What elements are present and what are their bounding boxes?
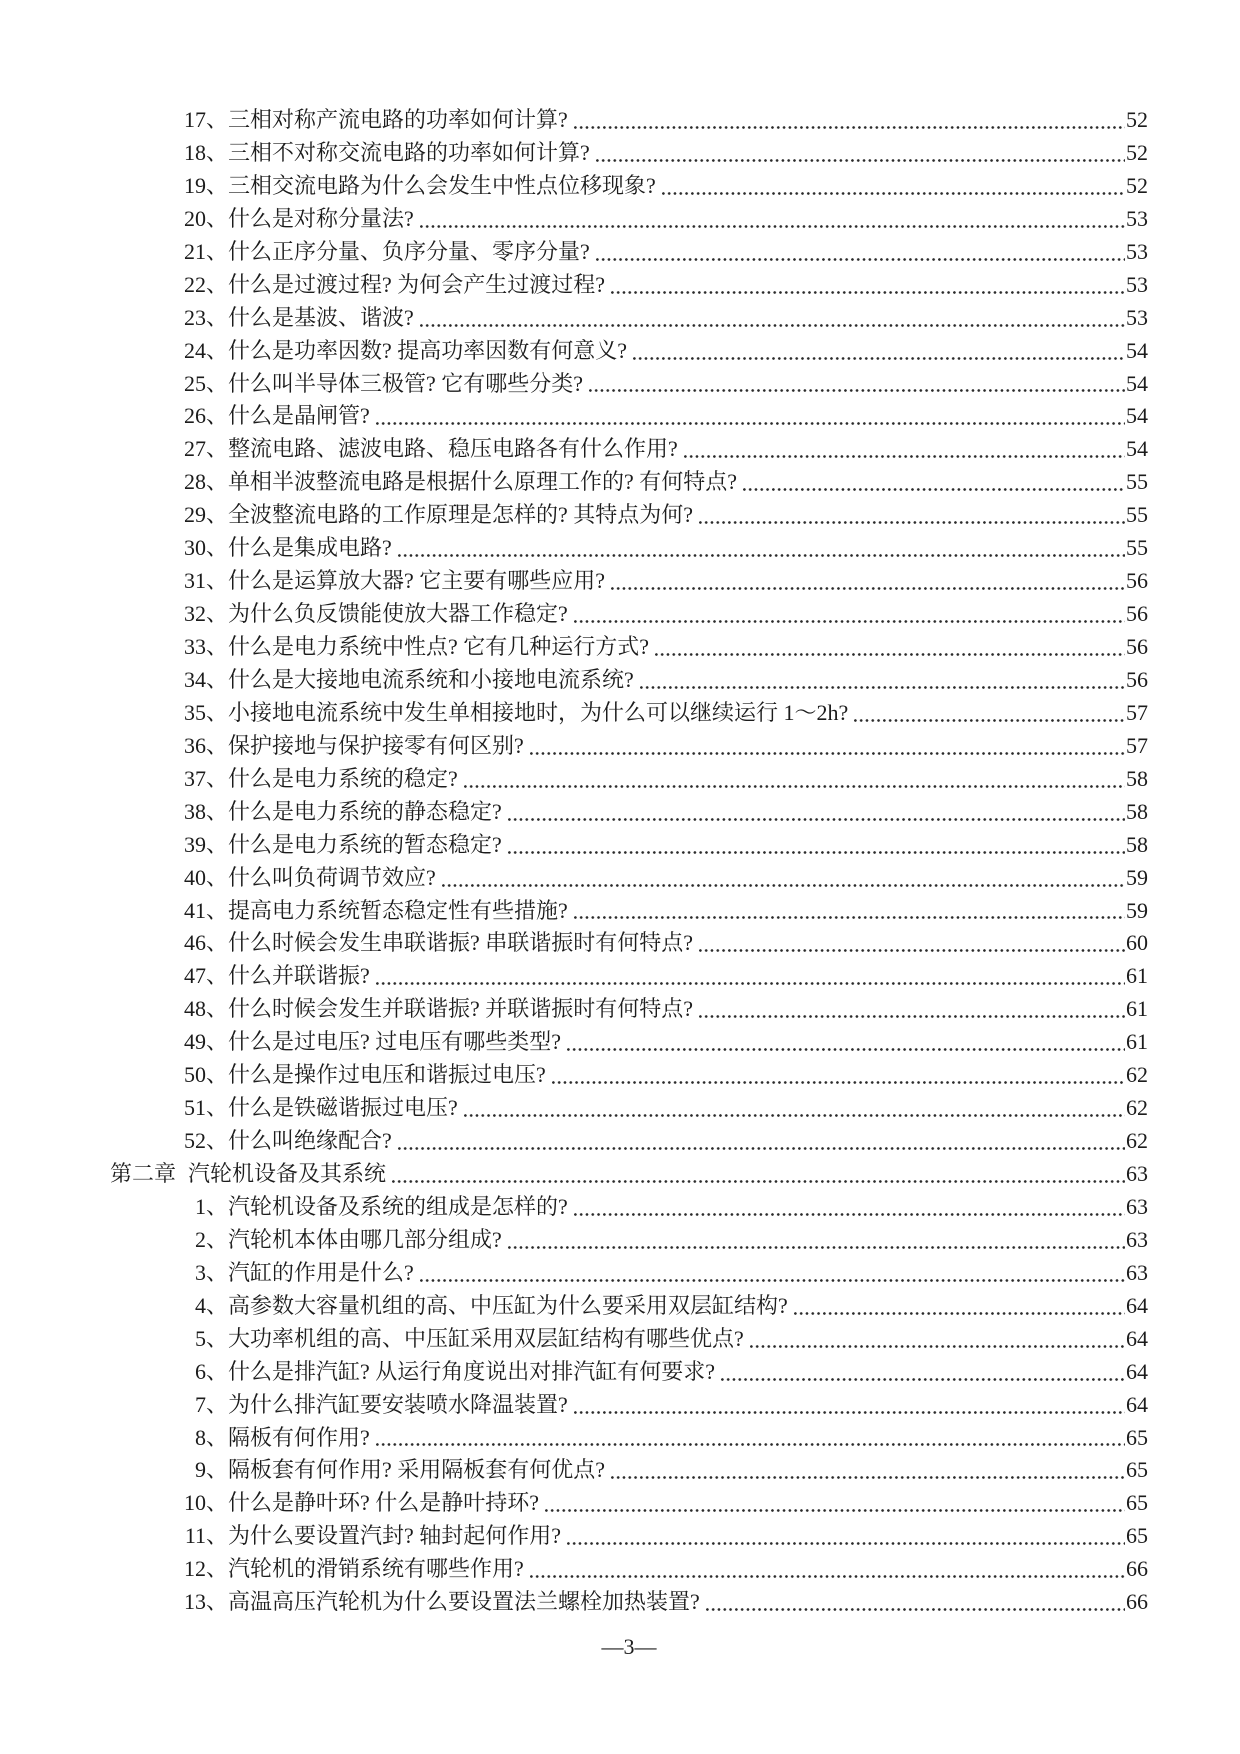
- toc-entry-title: 汽缸的作用是什么?: [228, 1259, 414, 1285]
- toc-entry-title: 汽轮机本体由哪几部分组成?: [228, 1226, 502, 1252]
- toc-entry-title: 三相对称产流电路的功率如何计算?: [228, 107, 568, 132]
- toc-entry-title: 什么叫负荷调节效应?: [228, 864, 436, 890]
- toc-entry-number: 41、: [183, 897, 228, 923]
- toc-entry-title: 什么是过渡过程? 为何会产生过渡过程?: [228, 271, 606, 297]
- toc-entry-number: 39、: [183, 831, 228, 857]
- toc-entry-number: 38、: [183, 798, 228, 824]
- toc-entry: [110, 598, 1148, 631]
- toc-entry: [110, 1487, 1148, 1520]
- toc-entry-number: 34、: [183, 666, 228, 692]
- toc-entry-page: 59: [1126, 864, 1148, 890]
- toc-entry-page: 62: [1126, 1062, 1148, 1088]
- toc-entry-title: 高温高压汽轮机为什么要设置法兰螺栓加热装置?: [228, 1589, 700, 1615]
- dot-leader: [376, 960, 1125, 993]
- toc-entry: [110, 565, 1148, 598]
- dot-leader: [574, 1191, 1125, 1224]
- toc-entry-title: 什么是电力系统的稳定?: [228, 765, 458, 791]
- dot-leader: [376, 400, 1125, 433]
- dot-leader: [552, 1059, 1125, 1092]
- toc-entry-number: 12、: [183, 1556, 228, 1582]
- toc-entry: [110, 1422, 1148, 1455]
- toc-entry: [110, 368, 1148, 401]
- toc-entry: [110, 1191, 1148, 1224]
- toc-entry: [110, 697, 1148, 730]
- toc-entry: [110, 1224, 1148, 1257]
- toc-entry: [110, 960, 1148, 993]
- toc-entry-page: 58: [1126, 798, 1148, 824]
- dot-leader: [567, 1520, 1125, 1553]
- toc-entry-page: 56: [1126, 666, 1148, 692]
- toc-entry-number: 31、: [183, 568, 228, 594]
- dot-leader: [699, 993, 1125, 1026]
- dot-leader: [743, 466, 1125, 499]
- toc-entry: [110, 829, 1148, 862]
- toc-entry-page: 54: [1126, 403, 1148, 429]
- toc-entry-page: 64: [1126, 1292, 1148, 1318]
- toc-entry-number: 25、: [183, 370, 228, 396]
- toc-entry-number: 24、: [183, 337, 228, 363]
- toc-entry-page: 65: [1126, 1523, 1148, 1549]
- toc-entry-number: 6、: [194, 1358, 228, 1384]
- dot-leader: [508, 1224, 1125, 1257]
- toc-entry-page: 64: [1126, 1358, 1148, 1384]
- toc-entry-number: 47、: [183, 963, 228, 989]
- toc-entry: [110, 1257, 1148, 1290]
- dot-leader: [662, 170, 1125, 203]
- toc-entry-number: 5、: [194, 1325, 228, 1351]
- toc-entry: [110, 203, 1148, 236]
- toc-chapter-label: 第二章: [110, 1161, 177, 1186]
- toc-entry: [110, 1323, 1148, 1356]
- toc-entry: [110, 664, 1148, 697]
- dot-leader: [392, 1158, 1125, 1191]
- toc-entry: [110, 532, 1148, 565]
- dot-leader: [574, 104, 1125, 137]
- toc-entry-title: 隔板套有何作用? 采用隔板套有何优点?: [228, 1457, 606, 1483]
- toc-entry-number: 29、: [183, 502, 228, 528]
- toc-entry-page: 52: [1126, 172, 1148, 198]
- toc-entry-title: 什么叫绝缘配合?: [228, 1128, 392, 1154]
- toc-entry-title: 为什么负反馈能使放大器工作稳定?: [228, 601, 568, 627]
- toc-entry-number: 36、: [183, 732, 228, 758]
- toc-entry-title: 保护接地与保护接零有何区别?: [228, 732, 524, 758]
- toc-entry-number: 37、: [183, 765, 228, 791]
- toc-entry-title: 什么叫半导体三极管? 它有哪些分类?: [228, 370, 584, 396]
- toc-entry-number: 23、: [183, 304, 228, 330]
- toc-entry-title: 汽轮机的滑销系统有哪些作用?: [228, 1556, 524, 1582]
- dot-leader: [655, 631, 1125, 664]
- toc-entry-title: 什么并联谐振?: [228, 963, 370, 989]
- toc-entry-page: 61: [1126, 1029, 1148, 1055]
- toc-entry-page: 56: [1126, 601, 1148, 627]
- toc-entry: [110, 1125, 1148, 1158]
- toc-entry-page: 54: [1126, 337, 1148, 363]
- dot-leader: [794, 1290, 1125, 1323]
- toc-entry-page: 56: [1126, 634, 1148, 659]
- toc-entry-number: 19、: [183, 172, 228, 198]
- toc-entry-title: 什么是大接地电流系统和小接地电流系统?: [228, 666, 634, 692]
- toc-entry: [110, 104, 1148, 137]
- toc-entry: [110, 400, 1148, 433]
- toc-entry-page: 53: [1126, 205, 1148, 231]
- toc-chapter-title: 汽轮机设备及其系统: [188, 1161, 387, 1186]
- toc-entry-page: 53: [1126, 238, 1148, 264]
- toc-entry: [110, 269, 1148, 302]
- toc-entry-page: 63: [1126, 1226, 1148, 1252]
- toc-entry-title: 什么正序分量、负序分量、零序分量?: [228, 238, 590, 264]
- toc-entry: [110, 1290, 1148, 1323]
- page-number-footer: —3—: [601, 1634, 657, 1660]
- dot-leader: [633, 335, 1125, 368]
- toc-entry-number: 2、: [194, 1226, 228, 1252]
- toc-entry-number: 32、: [183, 601, 228, 627]
- dot-leader: [574, 598, 1125, 631]
- toc-entry-page: 66: [1126, 1589, 1148, 1615]
- toc-entry-page: 52: [1126, 107, 1148, 132]
- toc-entry-page: 53: [1126, 271, 1148, 297]
- toc-entry-title: 整流电路、滤波电路、稳压电路各有什么作用?: [228, 436, 678, 462]
- toc-entry-number: 13、: [183, 1589, 228, 1615]
- toc-entry-title: 什么是电力系统中性点? 它有几种运行方式?: [228, 634, 650, 659]
- dot-leader: [574, 895, 1125, 928]
- toc-entry-title: 全波整流电路的工作原理是怎样的? 其特点为何?: [228, 502, 694, 528]
- toc-entry-number: 10、: [183, 1490, 228, 1516]
- toc-entry-number: 27、: [183, 436, 228, 462]
- dot-leader: [464, 1092, 1125, 1125]
- toc-entry-number: 26、: [183, 403, 228, 429]
- table-of-contents: [110, 104, 1148, 1619]
- toc-entry-number: 33、: [183, 634, 228, 659]
- toc-entry-page: 61: [1126, 996, 1148, 1022]
- toc-entry-title: 单相半波整流电路是根据什么原理工作的? 有何特点?: [228, 469, 738, 495]
- toc-entry-number: 18、: [183, 139, 228, 165]
- dot-leader: [750, 1323, 1125, 1356]
- toc-entry: [110, 302, 1148, 335]
- toc-entry-title: 小接地电流系统中发生单相接地时，为什么可以继续运行 1～2h?: [228, 699, 849, 725]
- toc-entry: [110, 631, 1148, 664]
- toc-entry-title: 什么是铁磁谐振过电压?: [228, 1095, 458, 1121]
- dot-leader: [420, 1257, 1125, 1290]
- dot-leader: [398, 1125, 1125, 1158]
- toc-entry-page: 66: [1126, 1556, 1148, 1582]
- toc-entry-number: 35、: [183, 699, 228, 725]
- toc-entry: [110, 1092, 1148, 1125]
- toc-entry-title: 什么是功率因数? 提高功率因数有何意义?: [228, 337, 628, 363]
- toc-entry-number: 21、: [183, 238, 228, 264]
- dot-leader: [706, 1586, 1125, 1619]
- dot-leader: [508, 829, 1125, 862]
- toc-entry-number: 17、: [183, 107, 228, 132]
- toc-entry-title: 高参数大容量机组的高、中压缸为什么要采用双层缸结构?: [228, 1292, 788, 1318]
- toc-entry-number: 8、: [194, 1424, 228, 1450]
- toc-entry: [110, 433, 1148, 466]
- dot-leader: [699, 499, 1125, 532]
- dot-leader: [545, 1487, 1125, 1520]
- toc-entry-title: 什么时候会发生串联谐振? 串联谐振时有何特点?: [228, 930, 694, 956]
- toc-entry-number: 22、: [183, 271, 228, 297]
- toc-entry-title: 什么是晶闸管?: [228, 403, 370, 429]
- toc-entry-number: 28、: [183, 469, 228, 495]
- toc-entry: [110, 335, 1148, 368]
- toc-entry-page: 63: [1126, 1161, 1148, 1186]
- toc-entry-page: 56: [1126, 568, 1148, 594]
- toc-entry: [110, 1454, 1148, 1487]
- toc-entry-title: 什么是电力系统的暂态稳定?: [228, 831, 502, 857]
- toc-entry-title: 什么是操作过电压和谐振过电压?: [228, 1062, 546, 1088]
- toc-entry-title: 三相交流电路为什么会发生中性点位移现象?: [228, 172, 656, 198]
- toc-entry: [110, 1389, 1148, 1422]
- toc-entry-page: 63: [1126, 1193, 1148, 1219]
- dot-leader: [589, 368, 1125, 401]
- dot-leader: [530, 730, 1125, 763]
- dot-leader: [854, 697, 1125, 730]
- toc-entry: [110, 1520, 1148, 1553]
- toc-entry-number: 9、: [194, 1457, 228, 1483]
- toc-entry: [110, 1026, 1148, 1059]
- toc-entry-number: 49、: [183, 1029, 228, 1055]
- toc-entry-number: 4、: [194, 1292, 228, 1318]
- toc-entry-number: 48、: [183, 996, 228, 1022]
- toc-entry-title: 什么是静叶环? 什么是静叶持环?: [228, 1490, 540, 1516]
- toc-entry-page: 60: [1126, 930, 1148, 956]
- toc-entry: [110, 730, 1148, 763]
- toc-entry-title: 为什么排汽缸要安装喷水降温装置?: [228, 1391, 568, 1417]
- dot-leader: [611, 269, 1125, 302]
- toc-entry-page: 64: [1126, 1325, 1148, 1351]
- toc-entry-number: 30、: [183, 535, 228, 561]
- toc-entry-page: 52: [1126, 139, 1148, 165]
- toc-entry: [110, 1356, 1148, 1389]
- toc-entry: [110, 1059, 1148, 1092]
- dot-leader: [721, 1356, 1125, 1389]
- toc-entry-page: 59: [1126, 897, 1148, 923]
- dot-leader: [611, 565, 1125, 598]
- toc-entry: [110, 763, 1148, 796]
- toc-entry-title: 汽轮机设备及系统的组成是怎样的?: [228, 1193, 568, 1219]
- dot-leader: [464, 763, 1125, 796]
- toc-entry: [110, 1553, 1148, 1586]
- toc-entry-title: 为什么要设置汽封? 轴封起何作用?: [228, 1523, 562, 1549]
- toc-entry-page: 64: [1126, 1391, 1148, 1417]
- toc-entry-page: 65: [1126, 1424, 1148, 1450]
- toc-entry-page: 57: [1126, 732, 1148, 758]
- toc-entry: [110, 993, 1148, 1026]
- toc-entry-number: 52、: [183, 1128, 228, 1154]
- toc-entry-title: 什么是基波、谐波?: [228, 304, 414, 330]
- toc-entry-page: 57: [1126, 699, 1148, 725]
- toc-entry: [110, 499, 1148, 532]
- toc-entry: [110, 466, 1148, 499]
- toc-entry-number: 20、: [183, 205, 228, 231]
- toc-entry: [110, 137, 1148, 170]
- toc-entry-page: 58: [1126, 831, 1148, 857]
- toc-entry-number: 40、: [183, 864, 228, 890]
- toc-entry-page: 58: [1126, 765, 1148, 791]
- toc-entry-number: 7、: [194, 1391, 228, 1417]
- dot-leader: [442, 862, 1125, 895]
- dot-leader: [699, 927, 1125, 960]
- toc-entry: [110, 1586, 1148, 1619]
- dot-leader: [398, 532, 1125, 565]
- toc-entry-title: 大功率机组的高、中压缸采用双层缸结构有哪些优点?: [228, 1325, 744, 1351]
- dot-leader: [640, 664, 1125, 697]
- dot-leader: [684, 433, 1125, 466]
- toc-entry-page: 65: [1126, 1457, 1148, 1483]
- toc-entry-page: 55: [1126, 469, 1148, 495]
- toc-entry-page: 55: [1126, 535, 1148, 561]
- toc-chapter-entry: [110, 1158, 1148, 1191]
- toc-entry: [110, 796, 1148, 829]
- dot-leader: [567, 1026, 1125, 1059]
- toc-entry-title: 什么是电力系统的静态稳定?: [228, 798, 502, 824]
- dot-leader: [611, 1454, 1125, 1487]
- toc-entry-title: 什么是过电压? 过电压有哪些类型?: [228, 1029, 562, 1055]
- toc-entry-number: 50、: [183, 1062, 228, 1088]
- toc-entry-page: 63: [1126, 1259, 1148, 1285]
- toc-entry-page: 65: [1126, 1490, 1148, 1516]
- toc-entry-title: 什么是排汽缸? 从运行角度说出对排汽缸有何要求?: [228, 1358, 716, 1384]
- toc-entry-title: 隔板有何作用?: [228, 1424, 370, 1450]
- toc-entry: [110, 895, 1148, 928]
- dot-leader: [508, 796, 1125, 829]
- toc-entry-number: 51、: [183, 1095, 228, 1121]
- toc-entry-page: 61: [1126, 963, 1148, 989]
- toc-entry-page: 55: [1126, 502, 1148, 528]
- toc-entry-title: 什么是对称分量法?: [228, 205, 414, 231]
- toc-entry-page: 62: [1126, 1095, 1148, 1121]
- toc-entry-page: 54: [1126, 370, 1148, 396]
- toc-entry-page: 54: [1126, 436, 1148, 462]
- toc-entry-title: 什么时候会发生并联谐振? 并联谐振时有何特点?: [228, 996, 694, 1022]
- toc-entry: [110, 170, 1148, 203]
- toc-entry: [110, 927, 1148, 960]
- toc-entry-number: 1、: [194, 1193, 228, 1219]
- toc-entry-title: 什么是集成电路?: [228, 535, 392, 561]
- dot-leader: [574, 1389, 1125, 1422]
- dot-leader: [420, 302, 1125, 335]
- toc-entry-number: 46、: [183, 930, 228, 956]
- toc-entry-number: 3、: [194, 1259, 228, 1285]
- dot-leader: [596, 236, 1125, 269]
- dot-leader: [596, 137, 1125, 170]
- toc-entry: [110, 236, 1148, 269]
- toc-entry-page: 53: [1126, 304, 1148, 330]
- dot-leader: [376, 1422, 1125, 1455]
- dot-leader: [530, 1553, 1125, 1586]
- dot-leader: [420, 203, 1125, 236]
- toc-entry-title: 三相不对称交流电路的功率如何计算?: [228, 139, 590, 165]
- toc-entry-title: 什么是运算放大器? 它主要有哪些应用?: [228, 568, 606, 594]
- toc-entry-number: 11、: [184, 1523, 228, 1549]
- toc-entry-page: 62: [1126, 1128, 1148, 1154]
- toc-entry: [110, 862, 1148, 895]
- toc-entry-title: 提高电力系统暂态稳定性有些措施?: [228, 897, 568, 923]
